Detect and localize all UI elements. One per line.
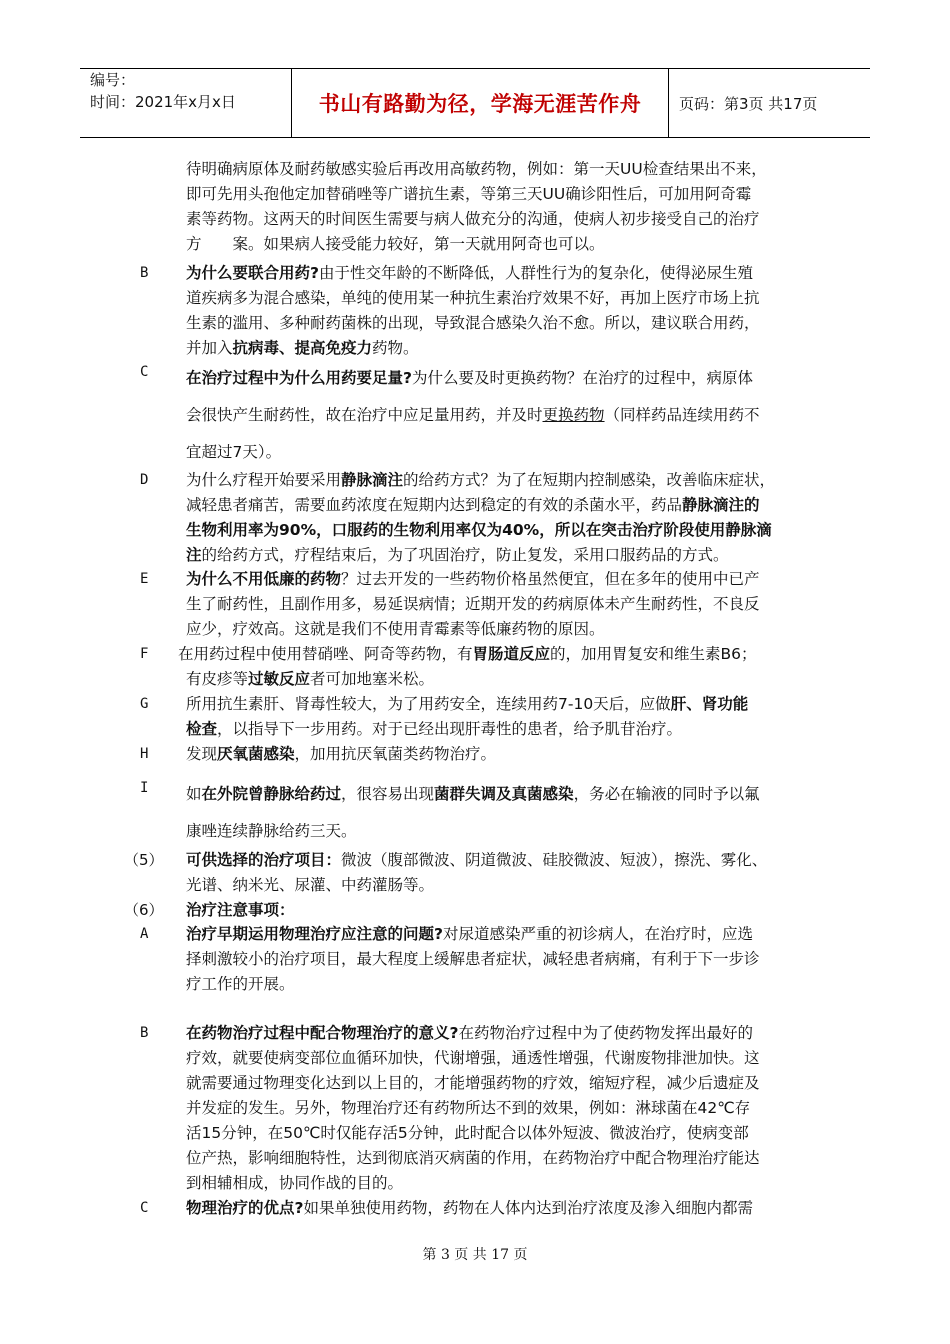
text-run: ，很容易出现 bbox=[341, 785, 435, 803]
text-line: 疗工作的开展。 bbox=[186, 975, 295, 993]
bold-run: 在外院曾静脉给药过 bbox=[201, 785, 342, 803]
item-marker: I bbox=[140, 780, 149, 796]
text-run: （同样药品连续用药不 bbox=[604, 406, 760, 424]
underlined-run: 更换药物 bbox=[542, 406, 605, 424]
doc-number-label: 编号： bbox=[90, 71, 136, 89]
text-run: 并加入 bbox=[186, 339, 233, 357]
text-run: 的给药方式？为了在短期内控制感染，改善临床症状， bbox=[403, 471, 776, 489]
item-text bbox=[186, 1196, 836, 1221]
text-run: ？过去开发的一些药物价格虽然便宜，但在多年的使用中已产 bbox=[341, 570, 760, 588]
item-text bbox=[186, 261, 836, 361]
text-run: 减轻患者痛苦，需要血药浓度在短期内达到稳定的有效的杀菌水平，药品 bbox=[186, 496, 683, 514]
text-run: 者可加地塞米松。 bbox=[310, 670, 435, 688]
item-text bbox=[186, 692, 836, 742]
text-line: 疗效，就要使病变部位血循环加快，代谢增强，通透性增强，代谢废物排泄加快。这 bbox=[186, 1049, 760, 1067]
text-run: 有皮疹等 bbox=[186, 670, 249, 688]
text-line: 待明确病原体及耐药敏感实验后再改用高敏药物，例如：第一天UU检查结果出不来， bbox=[186, 160, 767, 178]
text-run: 药物。 bbox=[372, 339, 419, 357]
text-run: 的给药方式，疗程结束后，为了巩固治疗，防止复发，采用口服药品的方式。 bbox=[201, 546, 729, 564]
text-line: 康唑连续静脉给药三天。 bbox=[186, 822, 357, 840]
text-line: 并发症的发生。另外，物理治疗还有药物所达不到的效果，例如：淋球菌在42℃存 bbox=[186, 1099, 751, 1117]
section-title: 可供选择的治疗项目： bbox=[186, 851, 342, 869]
page-footer: 第 3 页 共 17 页 bbox=[422, 1247, 528, 1263]
text-run: 如果单独使用药物，药物在人体内达到治疗浓度及渗入细胞内都需 bbox=[303, 1199, 754, 1217]
item-text bbox=[178, 642, 828, 692]
item-marker: F bbox=[140, 646, 149, 662]
item-question: 在治疗过程中为什么用药要足量? bbox=[186, 369, 412, 387]
text-run: 如 bbox=[186, 785, 202, 803]
text-line: 生素的滥用、多种耐药菌株的出现，导致混合感染久治不愈。所以，建议联合用药， bbox=[186, 314, 760, 332]
header-page-cell bbox=[669, 69, 870, 137]
text-run: ，务必在输液的同时予以氟 bbox=[573, 785, 760, 803]
item-marker: G bbox=[140, 696, 149, 712]
bold-run: 过敏反应 bbox=[248, 670, 311, 688]
bold-run: 静脉滴注的 bbox=[682, 496, 760, 514]
text-run: 在用药过程中使用替硝唑、阿奇等药物，有 bbox=[178, 645, 473, 663]
item-text bbox=[186, 742, 836, 767]
page-header bbox=[80, 68, 870, 138]
bold-run: 抗病毒、提高免疫力 bbox=[232, 339, 373, 357]
bold-run: 菌群失调及真菌感染 bbox=[434, 785, 574, 803]
text-line: 即可先用头孢他定加替硝唑等广谱抗生素，等第三天UU确诊阳性后，可加用阿奇霉 bbox=[186, 185, 752, 203]
item-question: 为什么不用低廉的药物 bbox=[186, 570, 342, 588]
item-text bbox=[186, 922, 836, 997]
section-marker: （5） bbox=[124, 851, 164, 869]
bold-run: 静脉滴注 bbox=[341, 471, 404, 489]
item-marker: B bbox=[140, 1025, 149, 1041]
text-run: 由于性交年龄的不断降低，人群性行为的复杂化，使得泌尿生殖 bbox=[319, 264, 754, 282]
text-run: ，加用抗厌氧菌类药物治疗。 bbox=[294, 745, 497, 763]
bold-run: 胃肠道反应 bbox=[472, 645, 551, 663]
text-run: 在药物治疗过程中为了使药物发挥出最好的 bbox=[458, 1024, 754, 1042]
text-line: 素等药物。这两天的时间医生需要与病人做充分的沟通，使病人初步接受自己的治疗 bbox=[186, 210, 760, 228]
text-line: 择刺激较小的治疗项目，最大程度上缓解患者症状，减轻患者病痛，有利于下一步诊 bbox=[186, 950, 760, 968]
bold-run: 厌氧菌感染 bbox=[217, 745, 295, 763]
item-marker: C bbox=[140, 1200, 149, 1216]
item-marker: B bbox=[140, 265, 149, 281]
text-line: 宜超过7天）。 bbox=[186, 443, 282, 461]
intro-paragraph bbox=[186, 157, 866, 257]
item-text bbox=[186, 567, 836, 642]
text-run: 微波（腹部微波、阴道微波、硅胶微波、短波），擦洗、雾化、 bbox=[341, 851, 768, 869]
section-text bbox=[186, 848, 836, 898]
text-run: 对尿道感染严重的初诊病人，在治疗时，应选 bbox=[443, 925, 754, 943]
text-run: 的，加用胃复安和维生素B6； bbox=[550, 645, 757, 663]
item-marker: A bbox=[140, 926, 149, 942]
item-marker: C bbox=[140, 364, 149, 380]
header-meta bbox=[80, 69, 292, 137]
text-line: 生了耐药性，且副作用多，易延误病情；近期开发的药病原体未产生耐药性，不良反 bbox=[186, 595, 760, 613]
bold-run: 生物利用率为90%，口服药的生物利用率仅为40%，所以在突击治疗阶段使用静脉滴 bbox=[186, 521, 772, 539]
item-text bbox=[186, 776, 836, 850]
section-text bbox=[186, 898, 836, 923]
text-line: 位产热，影响细胞特性，达到彻底消灭病菌的作用，在药物治疗中配合物理治疗能达 bbox=[186, 1149, 760, 1167]
text-line: 光谱、纳米光、尿灌、中药灌肠等。 bbox=[186, 876, 435, 894]
bold-run: 检查 bbox=[186, 720, 218, 738]
date-label: 时间：2021年x月x日 bbox=[90, 93, 236, 111]
text-run: 为什么疗程开始要采用 bbox=[186, 471, 342, 489]
item-question: 在药物治疗过程中配合物理治疗的意义? bbox=[186, 1024, 459, 1042]
section-title: 治疗注意事项： bbox=[186, 901, 295, 919]
item-text bbox=[186, 468, 836, 568]
item-marker: E bbox=[140, 571, 149, 587]
text-line: 应少，疗效高。这就是我们不使用青霉素等低廉药物的原因。 bbox=[186, 620, 605, 638]
text-line: 到相辅相成，协同作战的目的。 bbox=[186, 1174, 404, 1192]
text-line: 就需要通过物理变化达到以上目的，才能增强药物的疗效，缩短疗程，减少后遗症及 bbox=[186, 1074, 760, 1092]
item-question: 物理治疗的优点? bbox=[186, 1199, 304, 1217]
text-run: 发现 bbox=[186, 745, 218, 763]
text-line: 活15分钟，在50℃时仅能存活5分钟，此时配合以体外短波、微波治疗，使病变部 bbox=[186, 1124, 749, 1142]
section-marker: （6） bbox=[124, 901, 164, 919]
item-marker: H bbox=[140, 746, 149, 762]
text-line: 方 案。如果病人接受能力较好，第一天就用阿奇也可以。 bbox=[186, 235, 605, 253]
item-marker: D bbox=[140, 472, 149, 488]
motto: 书山有路勤为径，学海无涯苦作舟 bbox=[318, 92, 642, 116]
item-question: 为什么要联合用药? bbox=[186, 264, 319, 282]
page-number-label: 页码：第3页 共17页 bbox=[679, 94, 818, 113]
item-text bbox=[186, 1021, 836, 1196]
item-text bbox=[186, 360, 836, 471]
text-run: 为什么要及时更换药物？在治疗的过程中，病原体 bbox=[412, 369, 754, 387]
bold-run: 注 bbox=[186, 546, 202, 564]
text-run: 所用抗生素肝、肾毒性较大，为了用药安全，连续用药7-10天后，应做 bbox=[186, 695, 671, 713]
text-run: ，以指导下一步用药。对于已经出现肝毒性的患者，给予肌苷治疗。 bbox=[217, 720, 683, 738]
header-motto-cell bbox=[292, 69, 669, 137]
item-question: 治疗早期运用物理治疗应注意的问题? bbox=[186, 925, 443, 943]
bold-run: 肝、肾功能 bbox=[670, 695, 749, 713]
text-run: 会很快产生耐药性，故在治疗中应足量用药，并及时 bbox=[186, 406, 543, 424]
text-line: 道疾病多为混合感染，单纯的使用某一种抗生素治疗效果不好，再加上医疗市场上抗 bbox=[186, 289, 760, 307]
